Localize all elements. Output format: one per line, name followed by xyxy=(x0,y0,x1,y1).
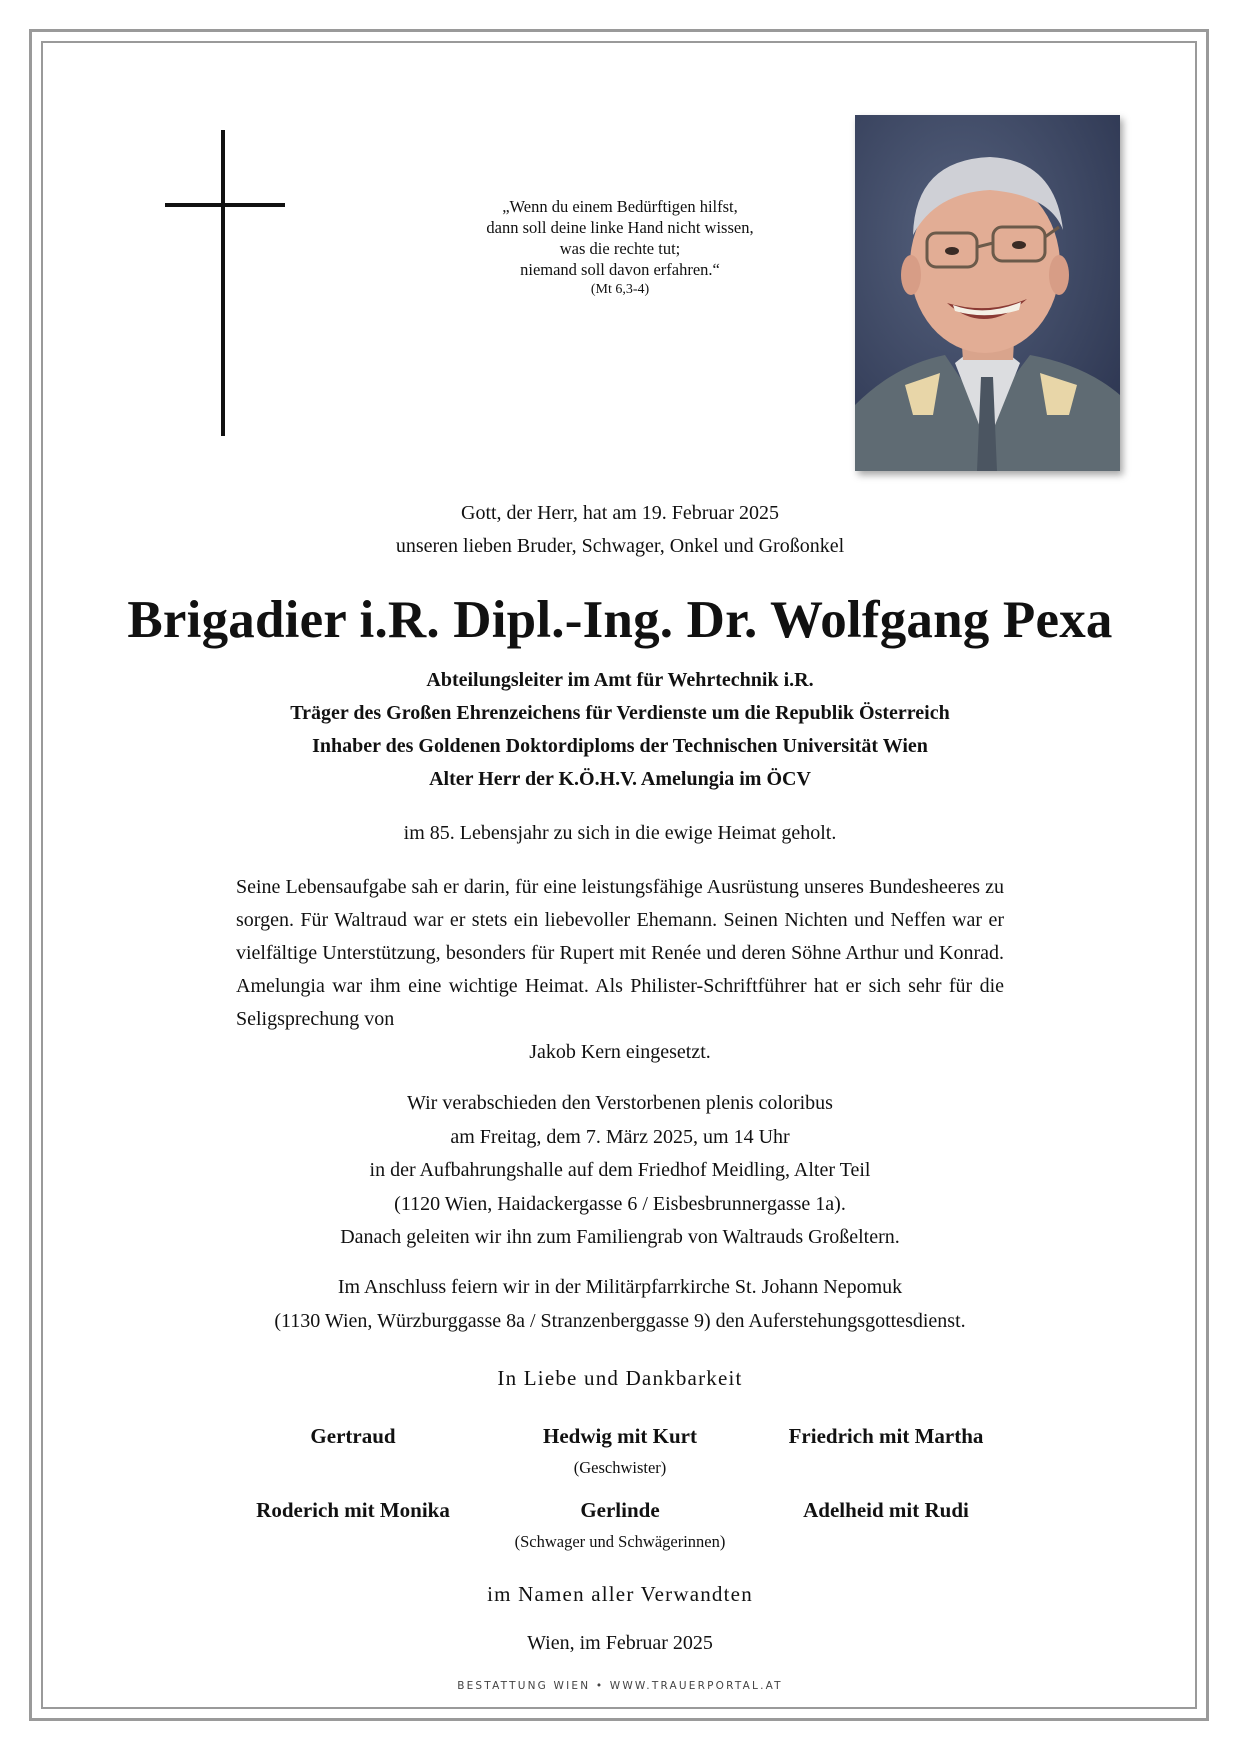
bible-quote xyxy=(420,196,820,300)
funeral-service xyxy=(0,1087,1240,1255)
biography-text: Seine Lebensaufgabe sah er darin, für eine leistungsfähige Ausrüstung unseres Bundesheeres zu sorgen. Für Waltraud war er stets ein liebevoller Ehemann. Seinen Nichten und Neffen war er vielfältige Unterstützung, besonders für Rupert mit Renée und deren Söhne Arthur und Konrad. Amelungia war ihm eine wichtige Heimat. Als Philister-Schriftführer hat er sich sehr für die Seligsprechung von xyxy=(236,876,1004,1030)
family-member: Gertraud xyxy=(310,1424,396,1448)
honorary-titles xyxy=(0,664,1240,796)
intro-line: unseren lieben Bruder, Schwager, Onkel und Großonkel xyxy=(395,535,845,557)
title-line: Alter Herr der K.Ö.H.V. Amelungia im ÖCV xyxy=(429,768,811,790)
title-line: Inhaber des Goldenen Doktordiploms der Technischen Universität Wien xyxy=(312,735,928,757)
quote-line: niemand soll davon erfahren.“ xyxy=(520,260,720,279)
title-line: Träger des Großen Ehrenzeichens für Verdienste um die Republik Österreich xyxy=(290,702,950,724)
deceased-name: Brigadier i.R. Dipl.-Ing. Dr. Wolfgang Pexa xyxy=(127,591,1113,649)
service-line: Danach geleiten wir ihn zum Familiengrab von Waltrauds Großeltern. xyxy=(340,1226,900,1248)
quote-line: was die rechte tut; xyxy=(559,239,681,258)
family-note: (Schwager und Schwägerinnen) xyxy=(514,1532,726,1551)
service-line: in der Aufbahrungshalle auf dem Friedhof Meidling, Alter Teil xyxy=(369,1159,871,1181)
family-member: Hedwig mit Kurt xyxy=(543,1424,697,1448)
quote-line: dann soll deine linke Hand nicht wissen, xyxy=(486,218,754,237)
service-line: Wir verabschieden den Verstorbenen plenis coloribus xyxy=(407,1092,833,1114)
church-line: Im Anschluss feiern wir in der Militärpfarrkirche St. Johann Nepomuk xyxy=(337,1276,903,1298)
quote-line: „Wenn du einem Bedürftigen hilfst, xyxy=(502,197,738,216)
footer-credit: BESTATTUNG WIEN • WWW.TRAUERPORTAL.AT xyxy=(457,1680,783,1692)
title-line: Abteilungsleiter im Amt für Wehrtechnik i.R. xyxy=(426,669,814,691)
biography-last-line: Jakob Kern eingesetzt. xyxy=(529,1041,711,1063)
intro xyxy=(0,497,1240,563)
family-member: Roderich mit Monika xyxy=(256,1498,450,1522)
portrait-photo xyxy=(855,115,1120,471)
age-line: im 85. Lebensjahr zu sich in die ewige Heimat geholt. xyxy=(403,822,837,844)
cross-icon xyxy=(165,130,285,436)
church-service xyxy=(0,1271,1240,1338)
quote-source: (Mt 6,3-4) xyxy=(590,282,650,297)
service-line: am Freitag, dem 7. März 2025, um 14 Uhr xyxy=(450,1125,790,1148)
family-member: Gerlinde xyxy=(580,1498,660,1522)
place-date: Wien, im Februar 2025 xyxy=(527,1632,713,1654)
service-line: (1120 Wien, Haidackergasse 6 / Eisbesbrunnergasse 1a). xyxy=(394,1192,846,1215)
family-member: Friedrich mit Martha xyxy=(788,1424,984,1448)
family-member: Adelheid mit Rudi xyxy=(803,1498,969,1522)
intro-line: Gott, der Herr, hat am 19. Februar 2025 xyxy=(461,502,779,524)
church-line: (1130 Wien, Würzburggasse 8a / Stranzenberggasse 9) den Auferstehungsgottesdienst. xyxy=(274,1309,966,1332)
biography xyxy=(236,871,1004,1069)
love-line: In Liebe und Dankbarkeit xyxy=(497,1366,743,1390)
family-note: (Geschwister) xyxy=(573,1458,667,1477)
behalf-line: im Namen aller Verwandten xyxy=(487,1582,753,1606)
